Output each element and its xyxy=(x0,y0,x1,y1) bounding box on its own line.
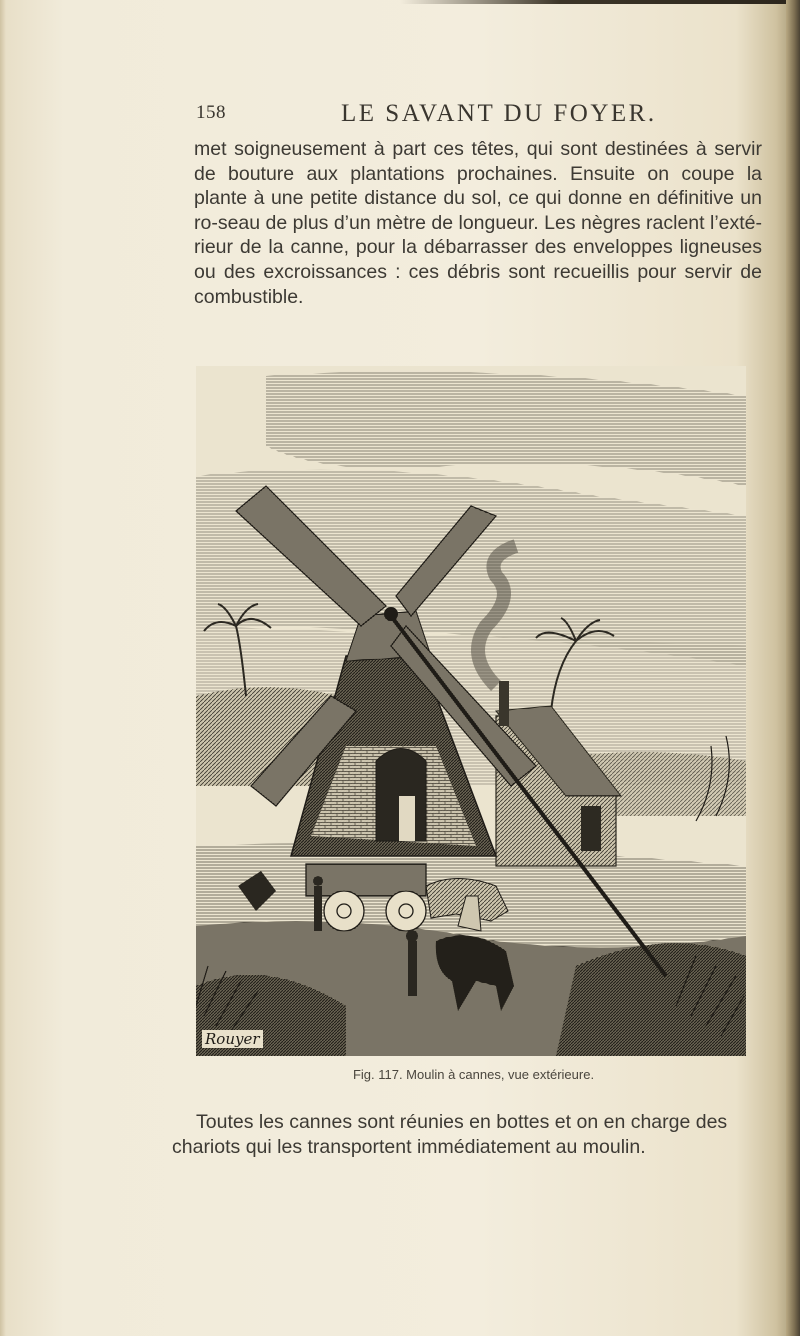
page-gutter-shadow xyxy=(0,0,6,1336)
body-paragraph-1: met soigneusement à part ces têtes, qui sont destinées à servir de bouture aux plantations prochaines. Ensuite on coupe la plante à une petite distance du sol, ce qui donne en définitive un ro-seau de plus d’un mètre de longueur. Les nègres raclent l’exté-rieur de la canne, pour la débarrasser des enveloppes ligneuses ou des excroissances : ces débris sont recueillis pour servir de combustible. xyxy=(194,138,763,308)
page-number: 158 xyxy=(196,102,226,123)
figure-caption: Fig. 117. Moulin à cannes, vue extérieure. xyxy=(352,1067,595,1082)
engraver-signature: Rouyer xyxy=(202,1030,263,1048)
running-title: LE SAVANT DU FOYER. xyxy=(341,100,657,127)
page-binding-edge xyxy=(786,0,800,1336)
running-head xyxy=(196,100,756,140)
page-top-edge xyxy=(0,0,800,4)
body-paragraph-2: Toutes les cannes sont réunies en bottes et on en charge des chariots qui les transportent immédiatement au moulin. xyxy=(172,1111,728,1158)
windmill-engraving xyxy=(196,366,746,1056)
